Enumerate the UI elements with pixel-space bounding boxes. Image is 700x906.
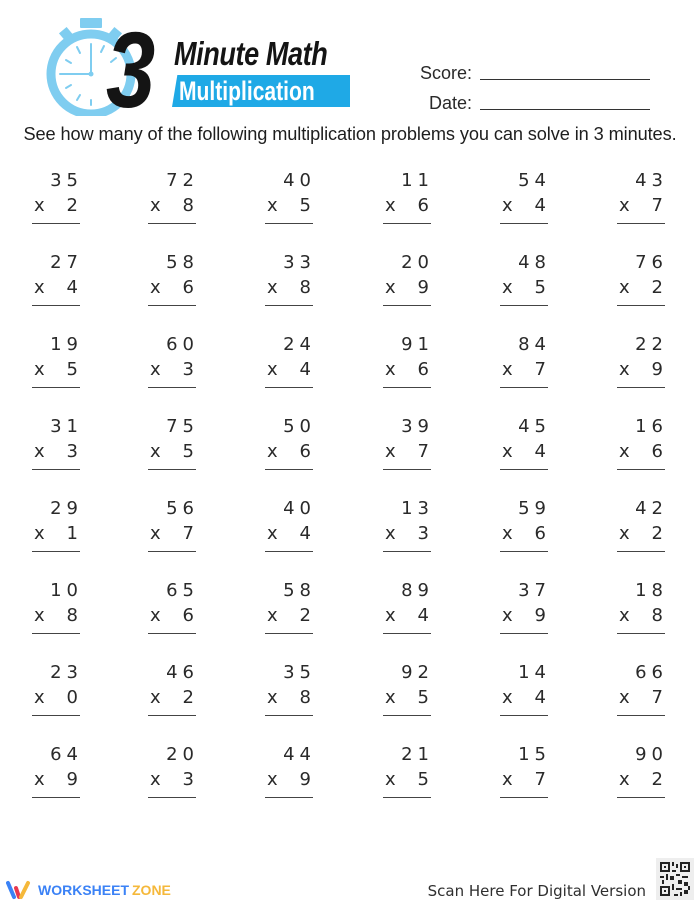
multiplicand: 44 — [283, 744, 316, 765]
multiplier: 0 — [66, 687, 78, 708]
multiplication-problem — [383, 168, 434, 230]
multiplier: 2 — [651, 277, 663, 298]
answer-line[interactable] — [265, 551, 313, 552]
multiplier: 7 — [182, 523, 194, 544]
answer-line[interactable] — [148, 305, 196, 306]
multiplier: 6 — [417, 359, 429, 380]
multiply-sign-icon: x — [150, 359, 161, 380]
answer-line[interactable] — [617, 633, 665, 634]
brand-name-part1: WORKSHEET — [38, 882, 129, 898]
answer-line[interactable] — [32, 715, 80, 716]
answer-line[interactable] — [383, 715, 431, 716]
multiplicand: 46 — [166, 662, 199, 683]
multiplicand: 33 — [283, 252, 316, 273]
multiplicand: 91 — [401, 334, 434, 355]
multiplier: 5 — [417, 769, 429, 790]
multiplier: 5 — [417, 687, 429, 708]
answer-line[interactable] — [617, 305, 665, 306]
multiplication-problem — [265, 578, 316, 640]
multiplier: 8 — [299, 687, 311, 708]
brand-name-part2: ZONE — [132, 882, 171, 898]
multiplicand: 11 — [401, 170, 434, 191]
multiply-sign-icon: x — [502, 441, 513, 462]
multiply-sign-icon: x — [385, 441, 396, 462]
qr-code-icon[interactable] — [656, 858, 694, 900]
multiplication-problem — [148, 660, 199, 722]
multiplier: 1 — [66, 523, 78, 544]
multiplicand: 75 — [166, 416, 199, 437]
multiplicand: 19 — [50, 334, 83, 355]
multiplier: 2 — [66, 195, 78, 216]
answer-line[interactable] — [32, 223, 80, 224]
multiplication-problem — [617, 332, 668, 394]
multiplicand: 56 — [166, 498, 199, 519]
multiplication-problem — [617, 496, 668, 558]
answer-line[interactable] — [148, 551, 196, 552]
multiply-sign-icon: x — [34, 523, 45, 544]
multiplication-problem — [383, 578, 434, 640]
multiplicand: 20 — [166, 744, 199, 765]
multiply-sign-icon: x — [150, 441, 161, 462]
multiplicand: 54 — [518, 170, 551, 191]
multiplier: 9 — [66, 769, 78, 790]
multiply-sign-icon: x — [385, 605, 396, 626]
problem-row — [0, 414, 700, 496]
problem-row — [0, 250, 700, 332]
multiply-sign-icon: x — [385, 687, 396, 708]
answer-line[interactable] — [265, 469, 313, 470]
multiplicand: 92 — [401, 662, 434, 683]
multiply-sign-icon: x — [619, 605, 630, 626]
answer-line[interactable] — [265, 797, 313, 798]
multiplication-problem — [617, 168, 668, 230]
multiply-sign-icon: x — [34, 277, 45, 298]
multiplicand: 15 — [518, 744, 551, 765]
multiplication-problem — [265, 496, 316, 558]
multiplication-problem — [265, 332, 316, 394]
multiplicand: 42 — [635, 498, 668, 519]
multiplicand: 40 — [283, 170, 316, 191]
multiplication-problem — [32, 168, 83, 230]
multiply-sign-icon: x — [385, 359, 396, 380]
multiplicand: 76 — [635, 252, 668, 273]
multiplicand: 24 — [283, 334, 316, 355]
answer-line[interactable] — [500, 305, 548, 306]
multiply-sign-icon: x — [502, 277, 513, 298]
multiplicand: 60 — [166, 334, 199, 355]
multiplier: 8 — [182, 195, 194, 216]
multiply-sign-icon: x — [34, 359, 45, 380]
multiplication-problem — [383, 332, 434, 394]
multiplication-problem — [265, 660, 316, 722]
answer-line[interactable] — [148, 633, 196, 634]
multiply-sign-icon: x — [502, 195, 513, 216]
problem-row — [0, 742, 700, 824]
multiplier: 2 — [651, 523, 663, 544]
answer-line[interactable] — [500, 223, 548, 224]
multiplier: 4 — [534, 441, 546, 462]
multiplication-problem — [32, 578, 83, 640]
answer-line[interactable] — [148, 387, 196, 388]
multiplier: 7 — [651, 195, 663, 216]
multiplier: 4 — [299, 523, 311, 544]
multiply-sign-icon: x — [34, 605, 45, 626]
multiplication-problem — [148, 414, 199, 476]
answer-line[interactable] — [148, 715, 196, 716]
multiplicand: 39 — [401, 416, 434, 437]
multiplier: 3 — [66, 441, 78, 462]
answer-line[interactable] — [383, 633, 431, 634]
multiplier: 5 — [182, 441, 194, 462]
answer-line[interactable] — [148, 797, 196, 798]
multiplier: 2 — [299, 605, 311, 626]
multiplicand: 13 — [401, 498, 434, 519]
answer-line[interactable] — [617, 715, 665, 716]
multiplier: 3 — [182, 769, 194, 790]
instructions: See how many of the following multiplication problems you can solve in 3 minutes. — [23, 124, 677, 144]
multiplication-problem — [500, 578, 551, 640]
multiplicand: 29 — [50, 498, 83, 519]
answer-line[interactable] — [265, 305, 313, 306]
multiply-sign-icon: x — [150, 277, 161, 298]
multiply-sign-icon: x — [385, 523, 396, 544]
multiplication-problem — [32, 250, 83, 312]
multiply-sign-icon: x — [34, 769, 45, 790]
answer-line[interactable] — [32, 797, 80, 798]
multiply-sign-icon: x — [502, 359, 513, 380]
multiplicand: 43 — [635, 170, 668, 191]
multiplier: 6 — [417, 195, 429, 216]
multiplication-problem — [617, 578, 668, 640]
answer-line[interactable] — [265, 633, 313, 634]
multiply-sign-icon: x — [267, 277, 278, 298]
score-field — [418, 54, 658, 84]
answer-line[interactable] — [383, 469, 431, 470]
answer-line[interactable] — [617, 469, 665, 470]
multiplication-problem — [617, 742, 668, 804]
multiply-sign-icon: x — [267, 605, 278, 626]
multiplier: 6 — [534, 523, 546, 544]
logo-number: 3 — [106, 9, 154, 130]
multiplication-problem — [500, 250, 551, 312]
answer-line[interactable] — [617, 387, 665, 388]
multiplication-problem — [617, 660, 668, 722]
multiplication-problem — [32, 742, 83, 804]
multiplication-problem — [32, 496, 83, 558]
multiply-sign-icon: x — [150, 523, 161, 544]
multiplication-problem — [383, 742, 434, 804]
multiplicand: 66 — [635, 662, 668, 683]
multiplier: 4 — [299, 359, 311, 380]
multiply-sign-icon: x — [502, 605, 513, 626]
multiplicand: 58 — [283, 580, 316, 601]
worksheet-logo — [46, 9, 356, 130]
multiply-sign-icon: x — [267, 359, 278, 380]
answer-line[interactable] — [500, 797, 548, 798]
brand-logo — [6, 880, 171, 900]
multiplicand: 35 — [283, 662, 316, 683]
multiplicand: 50 — [283, 416, 316, 437]
answer-line[interactable] — [32, 305, 80, 306]
multiplication-problem — [265, 250, 316, 312]
multiplication-problem — [32, 660, 83, 722]
multiplicand: 84 — [518, 334, 551, 355]
multiplicand: 59 — [518, 498, 551, 519]
multiplicand: 90 — [635, 744, 668, 765]
multiplier: 9 — [534, 605, 546, 626]
answer-line[interactable] — [383, 387, 431, 388]
multiplicand: 65 — [166, 580, 199, 601]
score-input-line[interactable] — [480, 60, 650, 80]
multiplication-problem — [148, 332, 199, 394]
multiplier: 6 — [182, 277, 194, 298]
multiplicand: 89 — [401, 580, 434, 601]
multiplication-problem — [148, 168, 199, 230]
multiply-sign-icon: x — [34, 441, 45, 462]
multiplication-problem — [383, 250, 434, 312]
multiplier: 2 — [651, 769, 663, 790]
multiplier: 4 — [534, 687, 546, 708]
answer-line[interactable] — [383, 223, 431, 224]
multiplication-problem — [32, 414, 83, 476]
multiplication-problem — [617, 414, 668, 476]
multiply-sign-icon: x — [150, 605, 161, 626]
answer-line[interactable] — [148, 223, 196, 224]
answer-line[interactable] — [383, 551, 431, 552]
multiplication-problem — [148, 578, 199, 640]
scan-instruction: Scan Here For Digital Version — [427, 882, 646, 900]
answer-line[interactable] — [265, 223, 313, 224]
multiplier: 9 — [299, 769, 311, 790]
multiplication-problem — [148, 742, 199, 804]
answer-line[interactable] — [500, 715, 548, 716]
logo-title: Minute Math — [174, 35, 328, 72]
multiplier: 6 — [651, 441, 663, 462]
multiplicand: 58 — [166, 252, 199, 273]
answer-line[interactable] — [148, 469, 196, 470]
multiplication-problem — [500, 332, 551, 394]
multiplicand: 27 — [50, 252, 83, 273]
answer-line[interactable] — [32, 551, 80, 552]
multiplicand: 16 — [635, 416, 668, 437]
multiplier: 7 — [534, 769, 546, 790]
multiplier: 8 — [299, 277, 311, 298]
multiply-sign-icon: x — [619, 769, 630, 790]
multiplication-problem — [265, 414, 316, 476]
multiplication-problem — [500, 414, 551, 476]
multiplicand: 72 — [166, 170, 199, 191]
problem-row — [0, 168, 700, 250]
multiplication-problem — [617, 250, 668, 312]
problem-row — [0, 578, 700, 660]
multiplication-problem — [148, 496, 199, 558]
multiply-sign-icon: x — [34, 687, 45, 708]
multiply-sign-icon: x — [267, 441, 278, 462]
multiplier: 6 — [299, 441, 311, 462]
problem-row — [0, 660, 700, 742]
answer-line[interactable] — [32, 387, 80, 388]
answer-line[interactable] — [32, 469, 80, 470]
multiplication-problem — [383, 414, 434, 476]
multiplier: 5 — [66, 359, 78, 380]
answer-line[interactable] — [32, 633, 80, 634]
multiplier: 4 — [66, 277, 78, 298]
multiply-sign-icon: x — [385, 195, 396, 216]
multiply-sign-icon: x — [619, 359, 630, 380]
multiplicand: 64 — [50, 744, 83, 765]
multiplicand: 35 — [50, 170, 83, 191]
multiplication-problem — [500, 742, 551, 804]
multiply-sign-icon: x — [267, 687, 278, 708]
problem-row — [0, 496, 700, 578]
answer-line[interactable] — [265, 387, 313, 388]
answer-line[interactable] — [617, 551, 665, 552]
multiply-sign-icon: x — [619, 195, 630, 216]
multiply-sign-icon: x — [502, 523, 513, 544]
multiplication-problem — [383, 660, 434, 722]
multiply-sign-icon: x — [385, 277, 396, 298]
multiplication-problem — [383, 496, 434, 558]
multiplier: 3 — [417, 523, 429, 544]
problem-row — [0, 332, 700, 414]
multiplier: 8 — [651, 605, 663, 626]
answer-line[interactable] — [265, 715, 313, 716]
multiplier: 8 — [66, 605, 78, 626]
answer-line[interactable] — [500, 387, 548, 388]
multiplier: 7 — [651, 687, 663, 708]
score-date-fields — [418, 54, 658, 114]
answer-line[interactable] — [500, 551, 548, 552]
multiplicand: 37 — [518, 580, 551, 601]
multiply-sign-icon: x — [267, 769, 278, 790]
multiply-sign-icon: x — [619, 277, 630, 298]
multiply-sign-icon: x — [619, 687, 630, 708]
multiplicand: 18 — [635, 580, 668, 601]
multiplication-problem — [500, 496, 551, 558]
score-label: Score: — [419, 63, 472, 83]
multiplicand: 21 — [401, 744, 434, 765]
multiply-sign-icon: x — [150, 195, 161, 216]
multiplication-problem — [265, 168, 316, 230]
multiplicand: 10 — [50, 580, 83, 601]
answer-line[interactable] — [617, 223, 665, 224]
multiplicand: 48 — [518, 252, 551, 273]
multiplication-problem — [500, 660, 551, 722]
multiplier: 4 — [417, 605, 429, 626]
multiplication-problem — [265, 742, 316, 804]
multiplication-problem — [500, 168, 551, 230]
multiplicand: 31 — [50, 416, 83, 437]
multiplication-problem — [148, 250, 199, 312]
multiply-sign-icon: x — [267, 195, 278, 216]
multiplier: 5 — [534, 277, 546, 298]
answer-line[interactable] — [383, 305, 431, 306]
multiplicand: 23 — [50, 662, 83, 683]
multiply-sign-icon: x — [267, 523, 278, 544]
multiply-sign-icon: x — [502, 769, 513, 790]
multiply-sign-icon: x — [619, 523, 630, 544]
multiplier: 7 — [417, 441, 429, 462]
date-field — [418, 84, 658, 114]
answer-line[interactable] — [500, 469, 548, 470]
answer-line[interactable] — [383, 797, 431, 798]
multiplicand: 45 — [518, 416, 551, 437]
multiplier: 4 — [534, 195, 546, 216]
answer-line[interactable] — [500, 633, 548, 634]
multiplier: 9 — [651, 359, 663, 380]
date-input-line[interactable] — [480, 90, 650, 110]
multiplication-problem — [32, 332, 83, 394]
multiplier: 5 — [299, 195, 311, 216]
multiplier: 9 — [417, 277, 429, 298]
multiplicand: 22 — [635, 334, 668, 355]
multiplier: 2 — [182, 687, 194, 708]
multiply-sign-icon: x — [502, 687, 513, 708]
multiplier: 6 — [182, 605, 194, 626]
multiplicand: 20 — [401, 252, 434, 273]
worksheetzone-logo-icon — [6, 880, 34, 900]
multiply-sign-icon: x — [385, 769, 396, 790]
logo-subtitle: Multiplication — [179, 76, 315, 106]
multiply-sign-icon: x — [150, 687, 161, 708]
multiplier: 3 — [182, 359, 194, 380]
date-label: Date: — [428, 93, 472, 113]
multiplicand: 40 — [283, 498, 316, 519]
answer-line[interactable] — [617, 797, 665, 798]
problem-grid — [0, 168, 700, 824]
multiply-sign-icon: x — [150, 769, 161, 790]
multiplicand: 14 — [518, 662, 551, 683]
multiply-sign-icon: x — [619, 441, 630, 462]
multiplier: 7 — [534, 359, 546, 380]
multiply-sign-icon: x — [34, 195, 45, 216]
